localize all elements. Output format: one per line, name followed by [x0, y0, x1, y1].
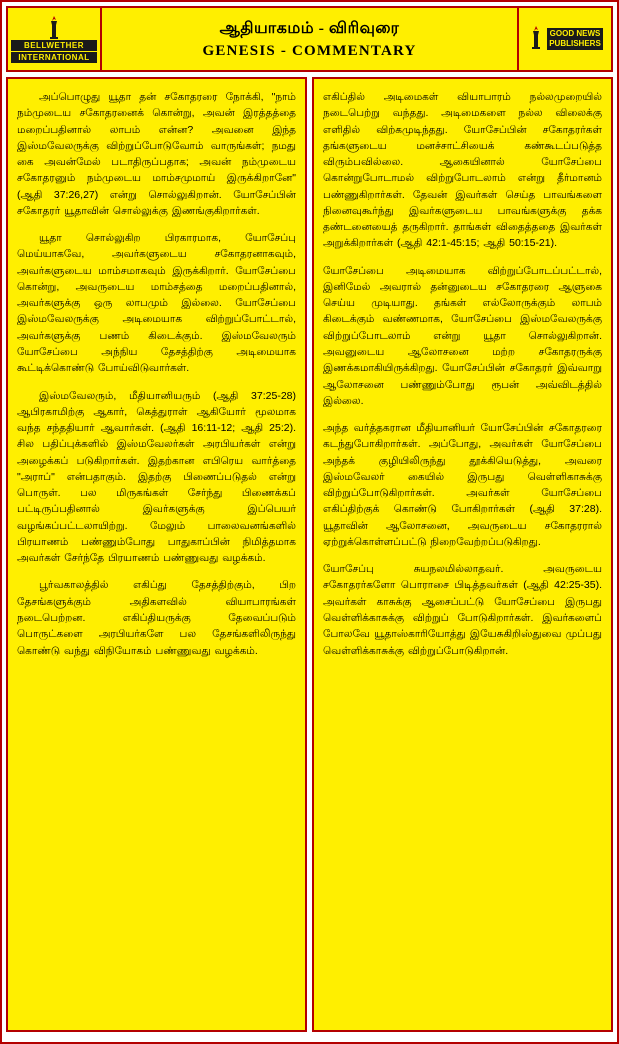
- bellwether-logo-line1: BELLWETHER: [11, 40, 97, 51]
- title-tamil: ஆதியாகமம் - விரிவுரை: [219, 19, 400, 37]
- publisher-logo-line1: GOOD NEWS: [549, 29, 601, 38]
- title-english: GENESIS - COMMENTARY: [202, 42, 417, 59]
- paragraph: யோசேப்பை அடிமையாக விற்றுப்போடப்பட்டால், இனிமேல் அவரால் தன்னுடைய சகோதரரை ஆளுகை செய்ய முடியாது. தங்கள் எல்லோருக்கும் லாபம் கிடைக்கும் வண்ணமாக, யோசேப்பை இஸ்மவேலருக்கு விற்றுப்போடலாம் என்று யூதா சொல்லுகிறான். அவனுடைய ஆலோசனை மற்ற சகோதரருக்கு இணக்கமாகியிருக்கிறது. யோசேப்பின் சகோதரர் இவ்வாறு ஆலோசனை பண்ணும்போது ரூபன் அவ்விடத்தில் இல்லை.: [323, 264, 602, 407]
- torch-icon: [10, 15, 98, 39]
- paragraph: எகிப்தில் அடிமைகள் வியாபாரம் நல்லமுறையில் நடைபெற்று வந்தது. அடிமைகளை நல்ல விலைக்கு எளிதில் விற்கமுடிந்தது. யோசேப்பின் சகோதரர்கள் தங்களுடைய மனச்சாட்சியைக் கண்கூடப்படுத்த விரும்பவில்லை. ஆகையினால் யோசேப்பை கொன்றுபோடாமல் விற்றுபோடலாம் என்று தீர்மானம் பண்ணுகிறார்கள். தேவன் இவர்கள் செய்த பாவங்களை நினைவுகூர்ந்து இவர்களுடைய பாவங்களுக்கு தக்க தண்டனையைத் தருகிறார். தாங்கள் விதைத்ததை இவர்கள் அறுக்கிறார்கள் (ஆதி 42:1-45:15; ஆதி 50:15-21).: [323, 91, 602, 250]
- paragraph: இஸ்மவேலரும், மீதியானியரும் (ஆதி 37:25-28) ஆபிரகாமிற்கு ஆகார், கெத்துராள் ஆகியோர் மூலமாக வந்த சந்ததியார் ஆவார்கள். (ஆதி 16:11-12; ஆதி 25:2). சில பதிப்புக்களில் இஸ்மவேலர்கள் அரபியர்கள் என்று அழைக்கப் படுகிறார்கள். இதற்கான எபிரெய வார்த்தை "அராப்" என்பதாகும். இதற்கு பிணைப்படுதல் என்று பொருள். பல மிருகங்கள் சேர்ந்து பிணைக்கப் பட்டிருப்பதினால் இவர்களுக்கு இப்பெயர் வழங்கப்பட்டலாயிற்று. மேலும் பாலைவனங்களில் பிரயாணம் பண்ணும்போது பாதுகாப்பின் நிமித்தமாக அவர்கள் சேர்ந்தே பிரயாணம் பண்ணுவது வழக்கம்.: [17, 389, 296, 565]
- left-column: [6, 77, 307, 1032]
- bellwether-logo: [6, 6, 102, 72]
- page-title: [102, 6, 517, 72]
- right-column: [312, 77, 613, 1032]
- paragraph: யோசேப்பு சுயநலமில்லாதவர். அவருடைய சகோதரர்களோ பொராசை பிடித்தவர்கள் (ஆதி 42:25-35). அவர்கள் காசுக்கு ஆசைப்பட்டு யோசேப்பை இருபது வெள்ளிக்காசுக்கு விற்றுப் போடுகிறார்கள். இவர்களைப் போலவே யூதாஸ்காரியோத்து இயேசுகிறிஸ்துவை முப்பது வெள்ளிக்காசுக்கு விற்றுப்போடுகிறான்.: [323, 563, 602, 657]
- torch-icon: [527, 25, 545, 54]
- body-columns: [6, 77, 613, 1032]
- page-header: [6, 6, 613, 72]
- publisher-logo-line2: PUBLISHERS: [549, 39, 601, 48]
- paragraph: யூதா சொல்லுகிற பிரகாரமாக, யோசேப்பு மெய்யாகவே, அவர்களுடைய சகோதரனாகவும், அவர்களுடைய மாம்சமாகவும் இருக்கிறார். யோசேப்பை கொன்று, அவருடைய மாம்சத்தை மறைப்பதினால், அவர்களுக்கு ஒரு லாபமும் இல்லை. யோசேப்பை இஸ்மவேலருக்கு அடிமையாக விற்றுப்போட்டால், அவர்களுக்கு பணம் கிடைக்கும். இஸ்மவேலரும் யோசேப்பை அந்நிய தேசத்திற்கு அடிமையாக கூட்டிக்கொண்டு போய்விடுவார்கள்.: [17, 232, 296, 375]
- paragraph: அப்பொழுது யூதா தன் சகோதரரை நோக்கி, "நாம் நம்முடைய சகோதரனைக் கொன்று, அவன் இரத்தத்தை மறைப்பதினால் லாபம் என்ன? அவனை இந்த இஸ்மவேலருக்கு விற்றுப்போடுவோம் வாருங்கள்; நமது கை அவன்மேல் படாதிருப்பதாக; அவன் நம்முடைய சகோதரனும் நம்முடைய மாம்சமுமாய் இருக்கிறானே" (ஆதி 37:26,27) என்று சொல்லுகிறான். யோசேப்பின் சகோதரர் யூதாவின் சொல்லுக்கு இணங்குகிறார்கள்.: [17, 91, 296, 217]
- bellwether-logo-line2: INTERNATIONAL: [11, 52, 97, 63]
- paragraph: பூர்வகாலத்தில் எகிப்து தேசத்திற்கும், பிற தேசங்களுக்கும் அதிகளவில் வியாபாரங்கள் நடைபெற்றன. எகிப்தியருக்கு தேவைப்படும் பொருட்களை அரபியர்களே பல தேசங்களிலிருந்து கொண்டு வந்து விநியோகம் பண்ணுவது வழக்கம்.: [17, 579, 296, 657]
- paragraph: அந்த வர்த்தகரான மீதியானியர் யோசேப்பின் சகோதரரை கடந்துபோகிறார்கள். அப்போது, அவர்கள் யோசேப்பை அந்தக் குழியிலிருந்து தூக்கியெடுத்து, அவரை இஸ்மவேலர் கையில் இருபது வெள்ளிகாசுக்கு விற்றுப்போடுகிறார்கள். அவர்கள் யோசேப்பை எகிப்திற்குக் கொண்டு போகிறார்கள் (ஆதி 37:28). யூதாவின் ஆலோசனை, அவருடைய சகோதரரால் ஏற்றுக்கொள்ளப்பட்டு நிறைவேற்றப்படுகிறது.: [323, 422, 602, 548]
- publisher-logo: [517, 6, 613, 72]
